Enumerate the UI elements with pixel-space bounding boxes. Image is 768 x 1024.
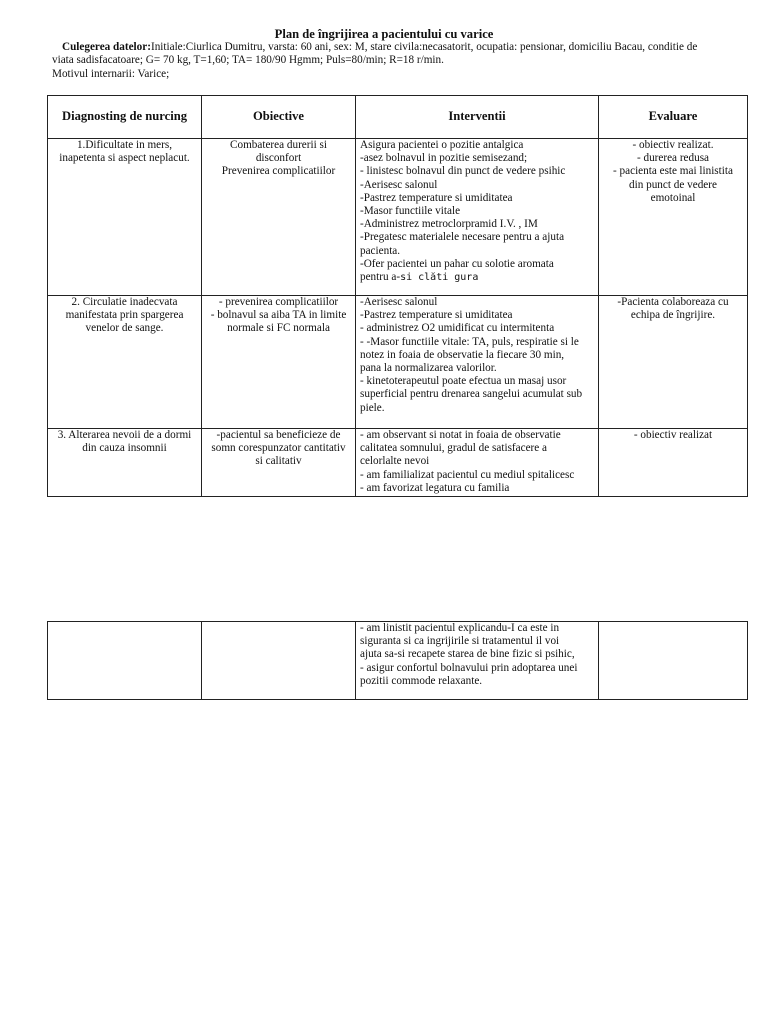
cell-line: si calitativ (255, 455, 302, 468)
cell-line: inapetenta si aspect neplacut. (59, 152, 190, 165)
diagnostic-cell (48, 622, 202, 700)
cell-line: notez in foaia de observatie la fiecare 30 min, (360, 348, 565, 361)
cell-line: - -Masor functiile vitale: TA, puls, respiratie si le (360, 335, 579, 348)
cell-line: Asigura pacientei o pozitie antalgica (360, 139, 524, 151)
evaluation-cell (599, 139, 748, 296)
cell-line: -Pastrez temperature si umiditatea (360, 309, 513, 322)
cell-line: Prevenirea complicatiilor (221, 165, 336, 178)
cell-line: 2. Circulatie inadecvata (71, 296, 178, 308)
cell-line (360, 271, 594, 284)
cell-line: din cauza insomnii (82, 442, 167, 455)
cell-line: - obiectiv realizat. (632, 139, 714, 151)
cell-line: disconfort (255, 152, 302, 165)
cell-line: -Ofer pacientei un pahar cu solotie aromata (360, 257, 554, 270)
cell-line: piele. (360, 401, 385, 414)
cell-line: -Aerisesc salonul (360, 296, 438, 308)
cell-line: echipa de îngrijire. (630, 309, 716, 322)
cell-line: emotoinal (650, 191, 696, 204)
evaluation-cell (599, 622, 748, 700)
cell-line: normale si FC normala (227, 322, 330, 335)
cell-line: -Masor functiile vitale (360, 205, 461, 218)
cell-line: pozitii commode relaxante. (360, 674, 483, 687)
cell-line: venelor de sange. (85, 322, 164, 335)
cell-line: - am familializat pacientul cu mediul spitalicesc (360, 468, 575, 481)
cell-line: 1.Dificultate in mers, (76, 139, 173, 151)
data-label: Culegerea datelor: (62, 41, 151, 53)
patient-data-line-1 (52, 41, 732, 54)
patient-data-line-2: viata sadisfacatoare; G= 70 kg, T=1,60; TA= 180/90 Hgmm; Puls=80/min; R=18 r/min. (52, 54, 444, 67)
care-plan-table (47, 95, 748, 497)
cell-line: calitatea somnului, gradul de satisfacere a (360, 442, 547, 455)
table-row (48, 429, 748, 497)
cell-line: -Pregatesc materialele necesare pentru a ajuta (360, 231, 565, 244)
table-row (48, 622, 748, 700)
cell-line: - am observant si notat in foaia de observatie (360, 429, 561, 441)
cell-line: - obiectiv realizat (633, 429, 713, 441)
header-diagnostic: Diagnosting de nurcing (48, 96, 202, 139)
cell-line: -Aerisesc salonul (360, 178, 438, 191)
diagnostic-cell (48, 296, 202, 429)
cell-line: - administrez O2 umidificat cu intermitenta (360, 322, 555, 335)
objectives-cell (202, 296, 356, 429)
cell-line: - prevenirea complicatiilor (218, 296, 339, 308)
evaluation-cell (599, 429, 748, 497)
interventions-cell (356, 429, 599, 497)
interventions-cell (356, 622, 599, 700)
cell-line: - durerea redusa (636, 152, 710, 165)
table-row (48, 296, 748, 429)
cell-line: manifestata prin spargerea (65, 309, 184, 322)
objectives-cell (202, 139, 356, 296)
diagnostic-cell (48, 429, 202, 497)
cell-line: celorlalte nevoi (360, 455, 430, 468)
table-row (48, 139, 748, 296)
cell-line: - am favorizat legatura cu familia (360, 481, 510, 494)
cell-line: Combaterea durerii si (230, 139, 327, 151)
cell-line: pacienta. (360, 244, 401, 257)
evaluation-cell (599, 296, 748, 429)
cell-text: pentru a- (360, 271, 401, 284)
cell-text-mono: si clăti gura (400, 272, 479, 284)
cell-line: - bolnavul sa aiba TA in limite (210, 309, 347, 322)
admission-reason: Motivul internarii: Varice; (52, 67, 170, 80)
cell-line: - am linistit pacientul explicandu-I ca este in (360, 622, 560, 634)
cell-line: -Administrez metroclorpramid I.V. , IM (360, 218, 538, 231)
cell-line: - asigur confortul bolnavului prin adoptarea unei (360, 661, 578, 674)
cell-line: - kinetoterapeutul poate efectua un masaj usor (360, 375, 567, 388)
patient-data (52, 41, 732, 81)
table-header-row (48, 96, 748, 139)
interventions-cell (356, 139, 599, 296)
cell-line: -asez bolnavul in pozitie semisezand; (360, 152, 528, 165)
cell-line: 3. Alterarea nevoii de a dormi (57, 429, 192, 441)
cell-line: - pacienta este mai linistita (613, 165, 733, 178)
cell-line: somn corespunzator cantitativ (211, 442, 346, 455)
objectives-cell (202, 429, 356, 497)
cell-line: pana la normalizarea valorilor. (360, 362, 497, 375)
objectives-cell (202, 622, 356, 700)
care-plan-table-continued (47, 621, 748, 700)
header-evaluation: Evaluare (599, 96, 748, 139)
document-title: Plan de îngrijirea a pacientului cu varice (274, 27, 494, 41)
cell-line: ajuta sa-si recapete starea de bine fizic si psihic, (360, 648, 575, 661)
interventions-cell (356, 296, 599, 429)
cell-line: siguranta si ca ingrijirile si tratamentul il voi (360, 635, 560, 648)
cell-line: -pacientul sa beneficieze de (216, 429, 341, 441)
diagnostic-cell (48, 139, 202, 296)
cell-line: superficial pentru drenarea sangelui acumulat sub (360, 388, 583, 401)
cell-line: -Pastrez temperature si umiditatea (360, 191, 513, 204)
header-interventions: Interventii (356, 96, 599, 139)
cell-line: - linistesc bolnavul din punct de vedere psihic (360, 165, 566, 178)
header-objectives: Obiective (202, 96, 356, 139)
cell-line: din punct de vedere (629, 178, 717, 191)
cell-line: -Pacienta colaboreaza cu (617, 296, 729, 308)
data-text-1: Initiale:Ciurlica Dumitru, varsta: 60 ani, sex: M, stare civila:necasatorit, ocupatia: pensionar, domiciliu Bacau, conditie de (150, 41, 698, 53)
